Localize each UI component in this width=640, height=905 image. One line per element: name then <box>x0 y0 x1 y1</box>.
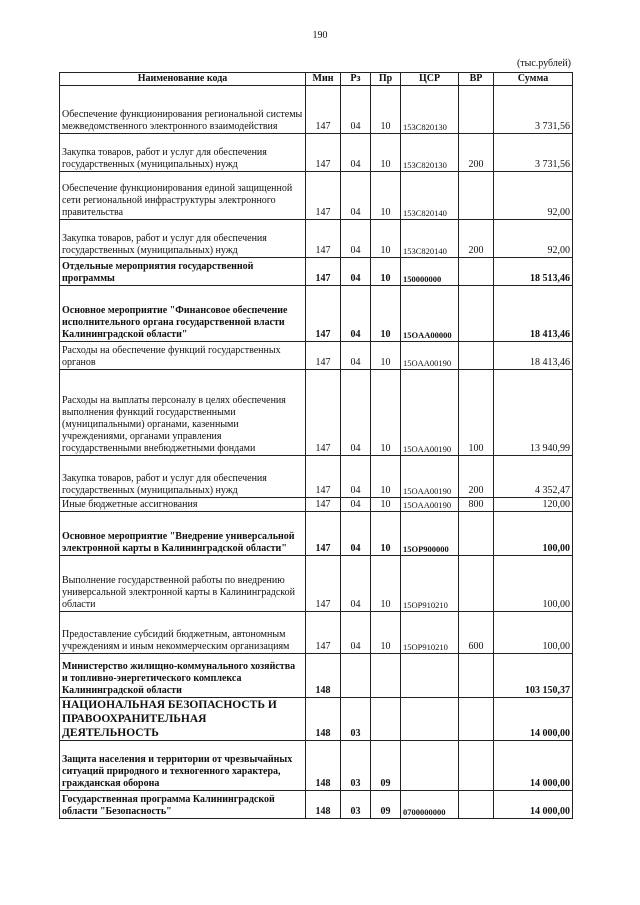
vr-cell <box>459 86 494 134</box>
vr-cell <box>459 286 494 342</box>
table-row <box>60 512 573 556</box>
table-row <box>60 556 573 612</box>
pr-cell: 10 <box>371 342 401 370</box>
csr-cell: 15OAA00190 <box>401 456 459 498</box>
vr-cell <box>459 791 494 819</box>
vr-cell: 100 <box>459 370 494 456</box>
vr-cell <box>459 654 494 698</box>
header-vr: ВР <box>459 73 494 86</box>
sum-cell: 120,00 <box>494 498 573 512</box>
header-row <box>60 73 573 86</box>
sum-cell: 92,00 <box>494 220 573 258</box>
min-cell: 147 <box>306 556 341 612</box>
min-cell: 148 <box>306 698 341 741</box>
csr-cell <box>401 698 459 741</box>
name-cell: Отдельные мероприятия государственной программы <box>60 258 306 286</box>
csr-cell: 15OAA00190 <box>401 370 459 456</box>
min-cell: 147 <box>306 134 341 172</box>
table-row <box>60 220 573 258</box>
name-cell: Иные бюджетные ассигнования <box>60 498 306 512</box>
csr-cell: 15OAA00190 <box>401 498 459 512</box>
name-cell: Основное мероприятие "Финансовое обеспечение исполнительного органа государственной власти Калининградской области" <box>60 286 306 342</box>
csr-cell: 153C820140 <box>401 172 459 220</box>
min-cell: 147 <box>306 612 341 654</box>
name-cell: Предоставление субсидий бюджетным, автономным учреждениям и иным некоммерческим организациям <box>60 612 306 654</box>
vr-cell <box>459 556 494 612</box>
rz-cell: 04 <box>341 512 371 556</box>
sum-cell: 14 000,00 <box>494 791 573 819</box>
pr-cell: 10 <box>371 86 401 134</box>
table-row <box>60 498 573 512</box>
table-row <box>60 342 573 370</box>
table-row <box>60 654 573 698</box>
min-cell: 147 <box>306 220 341 258</box>
rz-cell <box>341 654 371 698</box>
csr-cell: 15OP910210 <box>401 556 459 612</box>
header-pr: Пр <box>371 73 401 86</box>
min-cell: 147 <box>306 498 341 512</box>
min-cell: 147 <box>306 512 341 556</box>
vr-cell <box>459 172 494 220</box>
vr-cell: 600 <box>459 612 494 654</box>
pr-cell: 10 <box>371 220 401 258</box>
min-cell: 147 <box>306 370 341 456</box>
vr-cell: 200 <box>459 134 494 172</box>
sum-cell: 14 000,00 <box>494 698 573 741</box>
name-cell: Закупка товаров, работ и услуг для обеспечения государственных (муниципальных) нужд <box>60 220 306 258</box>
table-row <box>60 370 573 456</box>
table-row <box>60 741 573 791</box>
name-cell: Выполнение государственной работы по внедрению универсальной электронной карты в Калининградской области <box>60 556 306 612</box>
name-cell: Закупка товаров, работ и услуг для обеспечения государственных (муниципальных) нужд <box>60 134 306 172</box>
table-row <box>60 86 573 134</box>
pr-cell: 09 <box>371 741 401 791</box>
pr-cell: 09 <box>371 791 401 819</box>
pr-cell: 10 <box>371 258 401 286</box>
min-cell: 148 <box>306 741 341 791</box>
sum-cell: 100,00 <box>494 556 573 612</box>
sum-cell: 103 150,37 <box>494 654 573 698</box>
rz-cell: 04 <box>341 220 371 258</box>
name-cell: Расходы на обеспечение функций государственных органов <box>60 342 306 370</box>
name-cell: Государственная программа Калининградской области "Безопасность" <box>60 791 306 819</box>
pr-cell: 10 <box>371 612 401 654</box>
rz-cell: 04 <box>341 172 371 220</box>
min-cell: 147 <box>306 172 341 220</box>
pr-cell: 10 <box>371 370 401 456</box>
name-cell: Расходы на выплаты персоналу в целях обеспечения выполнения функций государственными (муниципальными) органами, казенными учреждениями, органами управления государственными внебюджетными фондами <box>60 370 306 456</box>
csr-cell: 15OP910210 <box>401 612 459 654</box>
csr-cell: 15OAA00190 <box>401 342 459 370</box>
sum-cell: 100,00 <box>494 512 573 556</box>
name-cell: Министерство жилищно-коммунального хозяйства и топливно-энергетического комплекса Калининградской области <box>60 654 306 698</box>
table-row <box>60 286 573 342</box>
vr-cell <box>459 342 494 370</box>
table-row <box>60 258 573 286</box>
csr-cell: 153C820130 <box>401 134 459 172</box>
pr-cell: 10 <box>371 172 401 220</box>
csr-cell: 15OAA00000 <box>401 286 459 342</box>
min-cell: 147 <box>306 86 341 134</box>
min-cell: 147 <box>306 456 341 498</box>
sum-cell: 14 000,00 <box>494 741 573 791</box>
pr-cell <box>371 698 401 741</box>
rz-cell: 03 <box>341 791 371 819</box>
csr-cell <box>401 654 459 698</box>
min-cell: 148 <box>306 791 341 819</box>
table-row <box>60 612 573 654</box>
rz-cell: 03 <box>341 698 371 741</box>
sum-cell: 100,00 <box>494 612 573 654</box>
name-cell: Защита населения и территории от чрезвычайных ситуаций природного и техногенного характера, гражданская оборона <box>60 741 306 791</box>
units-label: (тыс.рублей) <box>516 58 571 69</box>
rz-cell: 04 <box>341 370 371 456</box>
header-min: Мин <box>306 73 341 86</box>
pr-cell: 10 <box>371 286 401 342</box>
vr-cell <box>459 258 494 286</box>
csr-cell <box>401 741 459 791</box>
pr-cell <box>371 654 401 698</box>
name-cell: Обеспечение функционирования региональной системы межведомственного электронного взаимодействия <box>60 86 306 134</box>
csr-cell: 150000000 <box>401 258 459 286</box>
table-row <box>60 791 573 819</box>
sum-cell: 92,00 <box>494 172 573 220</box>
rz-cell: 04 <box>341 556 371 612</box>
csr-cell: 153C820140 <box>401 220 459 258</box>
csr-cell: 0700000000 <box>401 791 459 819</box>
header-csr: ЦСР <box>401 73 459 86</box>
sum-cell: 18 513,46 <box>494 258 573 286</box>
rz-cell: 04 <box>341 456 371 498</box>
sum-cell: 18 413,46 <box>494 286 573 342</box>
rz-cell: 04 <box>341 258 371 286</box>
rz-cell: 03 <box>341 741 371 791</box>
vr-cell: 200 <box>459 456 494 498</box>
rz-cell: 04 <box>341 86 371 134</box>
budget-table <box>59 72 573 819</box>
table-row <box>60 456 573 498</box>
header-rz: Рз <box>341 73 371 86</box>
min-cell: 147 <box>306 342 341 370</box>
rz-cell: 04 <box>341 134 371 172</box>
sum-cell: 18 413,46 <box>494 342 573 370</box>
rz-cell: 04 <box>341 286 371 342</box>
min-cell: 147 <box>306 286 341 342</box>
page-number: 190 <box>312 30 328 41</box>
csr-cell: 15OP900000 <box>401 512 459 556</box>
sum-cell: 3 731,56 <box>494 134 573 172</box>
name-cell: Обеспечение функционирования единой защищенной сети региональной инфраструктуры электронного правительства <box>60 172 306 220</box>
table-row <box>60 172 573 220</box>
name-cell: Закупка товаров, работ и услуг для обеспечения государственных (муниципальных) нужд <box>60 456 306 498</box>
pr-cell: 10 <box>371 134 401 172</box>
table-row <box>60 698 573 741</box>
name-cell: НАЦИОНАЛЬНАЯ БЕЗОПАСНОСТЬ И ПРАВООХРАНИТЕЛЬНАЯ ДЕЯТЕЛЬНОСТЬ <box>60 698 306 741</box>
vr-cell <box>459 698 494 741</box>
table-row <box>60 134 573 172</box>
vr-cell <box>459 512 494 556</box>
min-cell: 147 <box>306 258 341 286</box>
rz-cell: 04 <box>341 498 371 512</box>
header-sum: Сумма <box>494 73 573 86</box>
pr-cell: 10 <box>371 512 401 556</box>
pr-cell: 10 <box>371 556 401 612</box>
vr-cell <box>459 741 494 791</box>
rz-cell: 04 <box>341 342 371 370</box>
sum-cell: 13 940,99 <box>494 370 573 456</box>
header-name: Наименование кода <box>60 73 306 86</box>
name-cell: Основное мероприятие "Внедрение универсальной электронной карты в Калининградской области" <box>60 512 306 556</box>
rz-cell: 04 <box>341 612 371 654</box>
sum-cell: 3 731,56 <box>494 86 573 134</box>
pr-cell: 10 <box>371 498 401 512</box>
vr-cell: 200 <box>459 220 494 258</box>
min-cell: 148 <box>306 654 341 698</box>
vr-cell: 800 <box>459 498 494 512</box>
pr-cell: 10 <box>371 456 401 498</box>
csr-cell: 153C820130 <box>401 86 459 134</box>
sum-cell: 4 352,47 <box>494 456 573 498</box>
